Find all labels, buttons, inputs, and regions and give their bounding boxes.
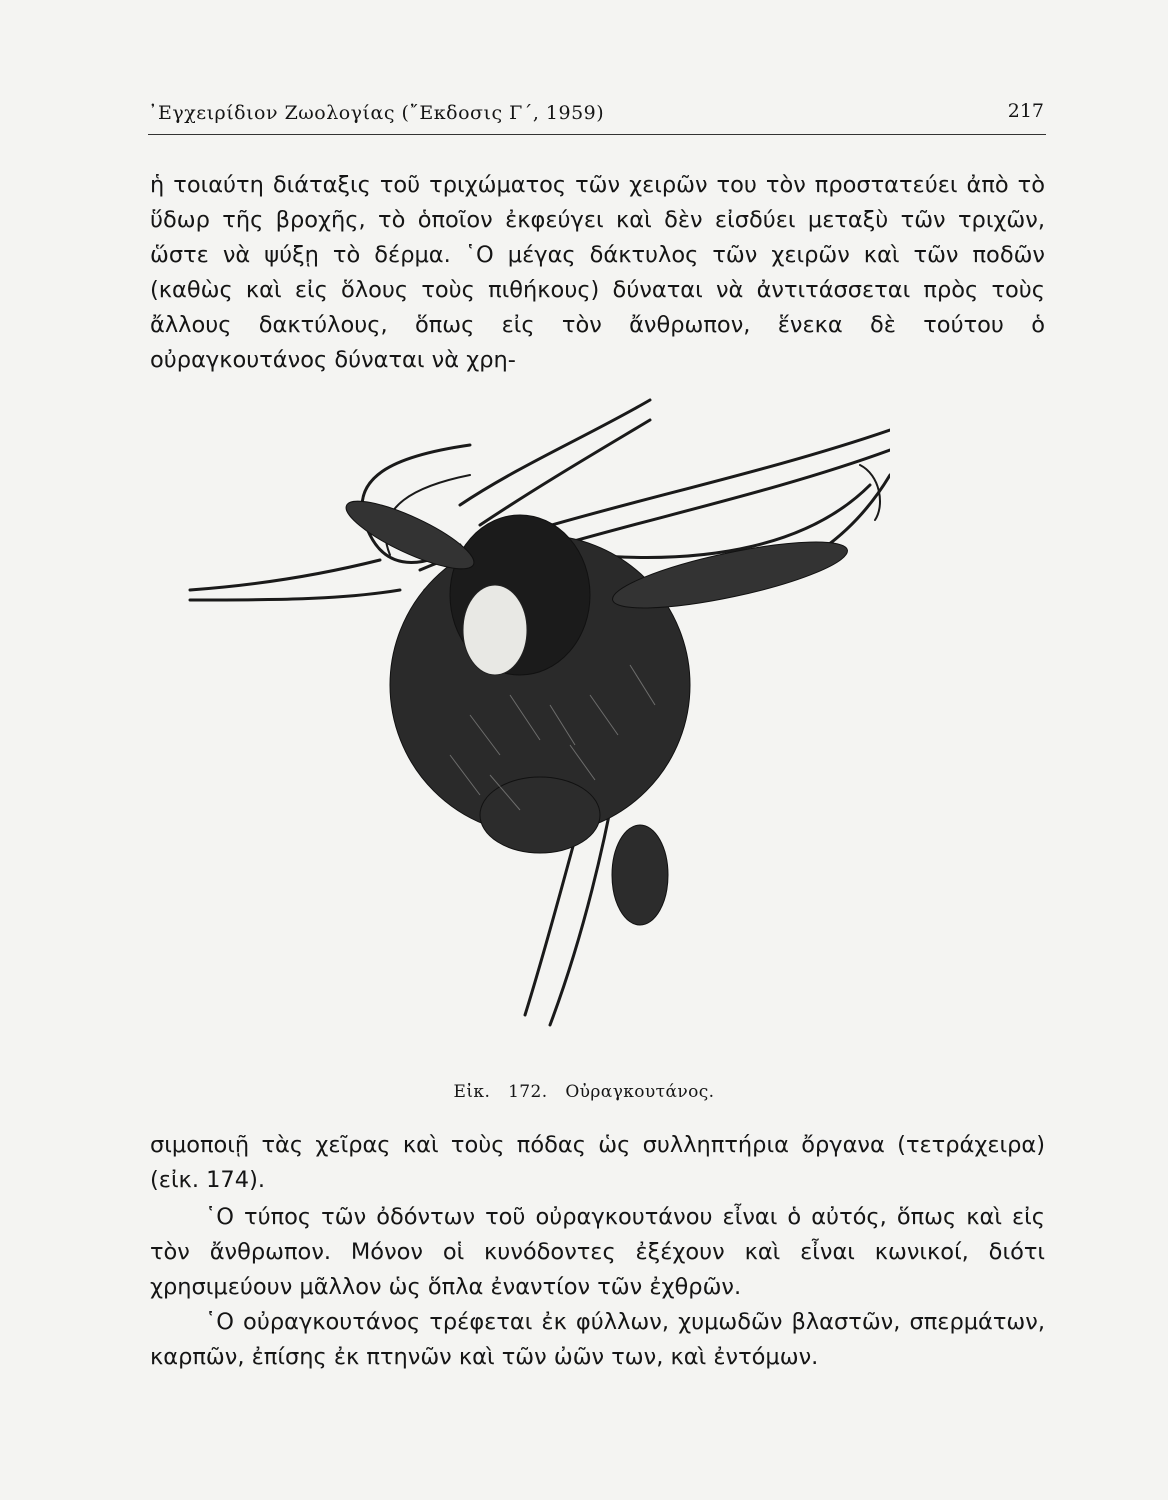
paragraph-4: ῾Ο οὐραγκουτάνος τρέφεται ἐκ φύλλων, χυμωδῶν βλαστῶν, σπερμάτων, καρπῶν, ἐπίσης ἐκ πτηνῶν καὶ τῶν ὠῶν των, καὶ ἐντόμων.	[150, 1309, 1045, 1370]
orangutan-illustration-icon	[170, 395, 890, 1055]
caption-label: Εἰκ.	[453, 1082, 491, 1102]
paragraph-2: σιμοποιῇ τὰς χεῖρας καὶ τοὺς πόδας ὡς συλληπτήρια ὄργανα (τετράχειρα) (εἰκ. 174).	[150, 1132, 1045, 1193]
running-header	[148, 100, 1046, 135]
page-number: 217	[1007, 100, 1044, 122]
figure-caption	[0, 1082, 1168, 1102]
book-title: ᾿Εγχειρίδιον Ζωολογίας (῎Εκδοσις Γ΄, 1959)	[148, 102, 605, 124]
caption-text: Οὐραγκουτάνος.	[565, 1082, 715, 1102]
figure-172	[170, 395, 890, 1055]
paragraph-1: ἡ τοιαύτη διάταξις τοῦ τριχώματος τῶν χειρῶν του τὸν προστατεύει ἀπὸ τὸ ὕδωρ τῆς βροχῆς, τὸ ὁποῖον ἐκφεύγει καὶ δὲν εἰσδύει μεταξὺ τῶν τριχῶν, ὥστε νὰ ψύξῃ τὸ δέρμα. ῾Ο μέγας δάκτυλος τῶν χειρῶν καὶ τῶν ποδῶν (καθὼς καὶ εἰς ὅλους τοὺς πιθήκους) δύναται νὰ ἀντιτάσσεται πρὸς τοὺς ἄλλους δακτύλους, ὅπως εἰς τὸν ἄνθρωπον, ἕνεκα δὲ τούτου ὁ οὐραγκουτάνος δύναται νὰ χρη-	[150, 172, 1045, 373]
paragraph-3: ῾Ο τύπος τῶν ὀδόντων τοῦ οὐραγκουτάνου εἶναι ὁ αὐτός, ὅπως καὶ εἰς τὸν ἄνθρωπον. Μόνον οἱ κυνόδοντες ἐξέχουν καὶ εἶναι κωνικοί, διότι χρησιμεύουν μᾶλλον ὡς ὅπλα ἐναντίον τῶν ἐχθρῶν.	[150, 1204, 1045, 1300]
caption-number: 172.	[508, 1082, 548, 1102]
